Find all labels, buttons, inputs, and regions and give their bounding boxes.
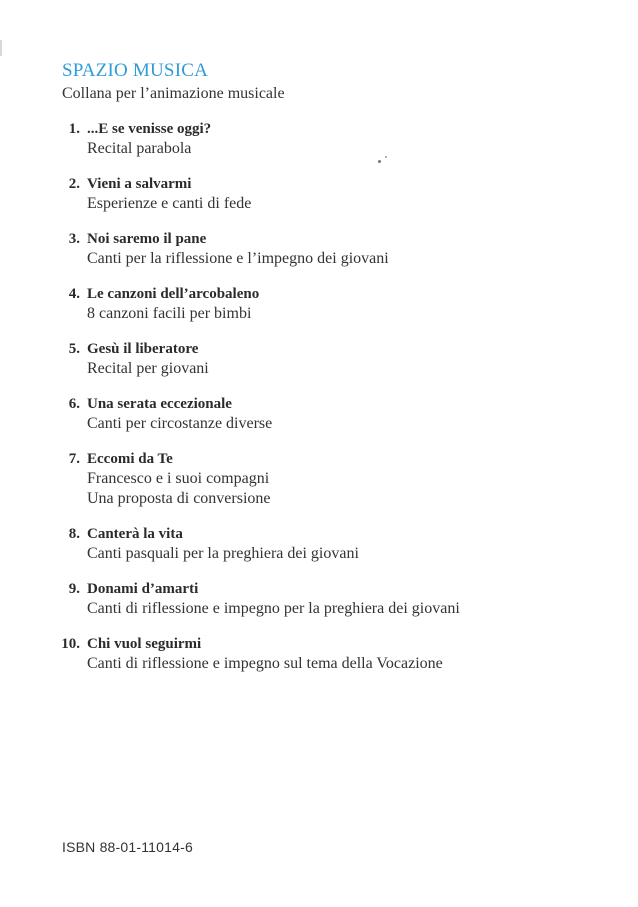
item-number: 2. [68,176,80,192]
item-description: Francesco e i suoi compagni [87,470,270,487]
list-item [0,174,638,214]
item-title: Noi saremo il pane [87,231,207,247]
item-description: Canti per circostanze diverse [87,415,273,432]
item-description: Canti pasquali per la preghiera dei giovani [87,545,359,562]
item-description: Recital per giovani [87,360,209,377]
item-number: 7. [68,451,80,467]
item-title: Vieni a salvarmi [87,176,192,192]
list-item [0,524,638,564]
list-item [0,119,638,159]
item-title: Le canzoni dell’arcobaleno [87,286,260,302]
item-number: 4. [68,286,80,302]
item-description: Una proposta di conversione [87,490,271,507]
item-description: Canti per la riflessione e l’impegno dei giovani [87,250,389,267]
item-description: Recital parabola [87,140,192,157]
item-number: 9. [68,581,80,597]
isbn-number: ISBN 88-01-11014-6 [62,839,193,855]
list-item [0,229,638,269]
page-edge-mark [0,40,2,56]
series-title-list [0,119,638,689]
item-title: Gesù il liberatore [87,341,199,357]
list-item [0,339,638,379]
item-number: 10. [61,636,80,652]
item-description: 8 canzoni facili per bimbi [87,305,252,322]
item-number: 8. [68,526,80,542]
item-title: ...E se venisse oggi? [87,121,212,137]
item-description: Canti di riflessione e impegno per la preghiera dei giovani [87,600,460,617]
item-title: Una serata eccezionale [87,396,232,412]
item-title: Donami d’amarti [87,581,199,597]
item-number: 5. [68,341,80,357]
item-number: 6. [68,396,80,412]
list-item [0,449,638,509]
item-description: Canti di riflessione e impegno sul tema della Vocazione [87,655,443,672]
item-description: Esperienze e canti di fede [87,195,252,212]
item-title: Eccomi da Te [87,451,173,467]
list-item [0,284,638,324]
series-subtitle: Collana per l’animazione musicale [62,85,285,102]
list-item [0,394,638,434]
series-title: SPAZIO MUSICA [62,60,209,81]
item-title: Chi vuol seguirmi [87,636,202,652]
item-title: Canterà la vita [87,526,183,542]
list-item [0,579,638,619]
list-item [0,634,638,674]
item-number: 3. [68,231,80,247]
item-number: 1. [68,121,80,137]
